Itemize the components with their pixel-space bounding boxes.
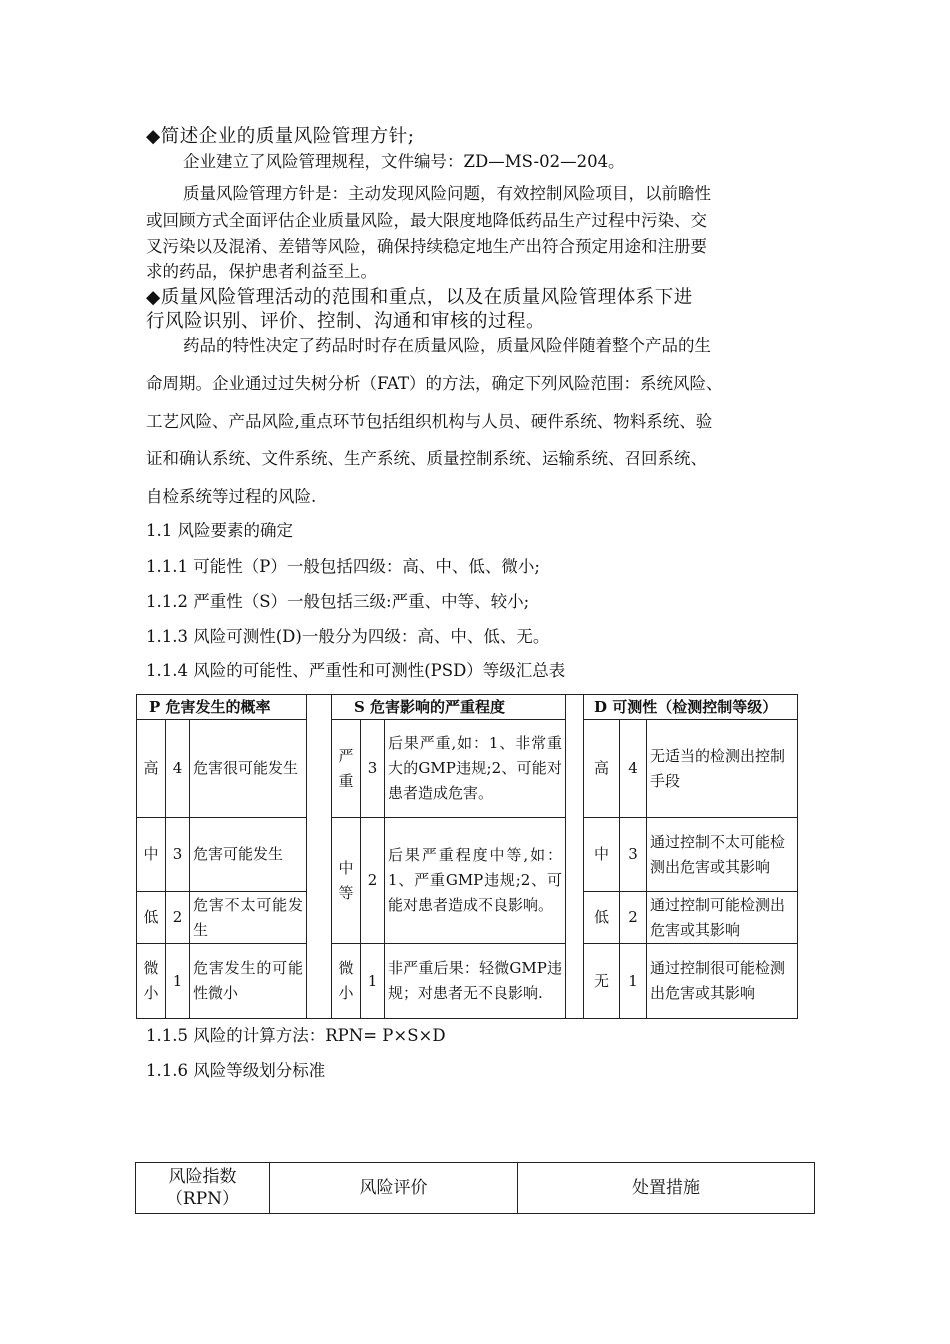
p-score: 1 — [166, 944, 190, 1019]
d-level: 低 — [584, 892, 620, 944]
s-header: S 危害影响的严重程度 — [332, 695, 566, 720]
paragraph-regulation: 企业建立了风险管理规程，文件编号：ZD—MS-02—204。 — [183, 152, 625, 171]
paragraph-policy-line: 求的药品，保护患者利益至上。 — [146, 262, 377, 281]
section-1-1-4: 1.1.4 风险的可能性、严重性和可测性(PSD）等级汇总表 — [146, 661, 566, 680]
p-level: 低 — [137, 892, 166, 944]
s-level: 严重 — [332, 720, 361, 818]
p-header: P 危害发生的概率 — [137, 695, 307, 720]
rpn-grade-table — [135, 1162, 815, 1214]
paragraph-scope-line: 药品的特性决定了药品时时存在质量风险，质量风险伴随着整个产品的生 — [183, 336, 711, 355]
column-gap — [307, 695, 332, 1019]
paragraph-policy-line: 叉污染以及混淆、差错等风险，确保持续稳定地生产出符合预定用途和注册要 — [146, 237, 707, 256]
heading-scope-line: ◆质量风险管理活动的范围和重点，以及在质量风险管理体系下进 — [146, 287, 693, 308]
heading-policy: ◆简述企业的质量风险管理方针; — [146, 126, 415, 147]
paragraph-scope-line: 命周期。企业通过过失树分析（FAT）的方法，确定下列风险范围：系统风险、 — [146, 374, 723, 393]
heading-scope-line: 行风险识别、评价、控制、沟通和审核的过程。 — [146, 311, 546, 332]
s-desc: 非严重后果：轻微GMP违规；对患者无不良影响. — [385, 944, 566, 1019]
d-level: 中 — [584, 818, 620, 892]
s-level: 中等 — [332, 818, 361, 944]
paragraph-scope-line: 工艺风险、产品风险,重点环节包括组织机构与人员、硬件系统、物料系统、验 — [146, 412, 713, 431]
psd-summary-table — [136, 694, 798, 1019]
evaluation-header: 风险评价 — [270, 1163, 518, 1214]
paragraph-policy-line: 质量风险管理方针是：主动发现风险问题，有效控制风险项目，以前瞻性 — [183, 184, 711, 203]
d-header: D 可测性（检测控制等级） — [584, 695, 798, 720]
d-score: 2 — [620, 892, 647, 944]
p-level: 微小 — [137, 944, 166, 1019]
p-score: 4 — [166, 720, 190, 818]
d-score: 3 — [620, 818, 647, 892]
section-1-1: 1.1 风险要素的确定 — [146, 521, 293, 540]
d-level: 高 — [584, 720, 620, 818]
section-1-1-3: 1.1.3 风险可测性(D)一般分为四级：高、中、低、无。 — [146, 627, 550, 646]
section-1-1-2: 1.1.2 严重性（S）一般包括三级:严重、中等、较小; — [146, 592, 530, 611]
d-score: 1 — [620, 944, 647, 1019]
p-level: 高 — [137, 720, 166, 818]
s-desc: 后果严重程度中等,如：1、严重GMP违规;2、可能对患者造成不良影响。 — [385, 818, 566, 944]
rpn-header: 风险指数（RPN） — [136, 1163, 270, 1214]
paragraph-scope-line: 证和确认系统、文件系统、生产系统、质量控制系统、运输系统、召回系统、 — [146, 449, 707, 468]
column-gap — [566, 695, 584, 1019]
s-level: 微小 — [332, 944, 361, 1019]
s-score: 1 — [361, 944, 385, 1019]
paragraph-policy-line: 或回顾方式全面评估企业质量风险，最大限度地降低药品生产过程中污染、交 — [146, 211, 707, 230]
section-1-1-6: 1.1.6 风险等级划分标准 — [146, 1061, 326, 1080]
p-score: 2 — [166, 892, 190, 944]
paragraph-scope-line: 自检系统等过程的风险. — [146, 487, 317, 506]
d-desc: 通过控制不太可能检测出危害或其影响 — [647, 818, 798, 892]
section-1-1-5: 1.1.5 风险的计算方法：RPN= P×S×D — [146, 1026, 446, 1045]
d-desc: 通过控制很可能检测出危害或其影响 — [647, 944, 798, 1019]
p-desc: 危害不太可能发生 — [190, 892, 307, 944]
d-desc: 无适当的检测出控制手段 — [647, 720, 798, 818]
s-score: 3 — [361, 720, 385, 818]
p-level: 中 — [137, 818, 166, 892]
p-desc: 危害很可能发生 — [190, 720, 307, 818]
p-desc: 危害发生的可能性微小 — [190, 944, 307, 1019]
section-1-1-1: 1.1.1 可能性（P）一般包括四级：高、中、低、微小; — [146, 557, 540, 576]
p-score: 3 — [166, 818, 190, 892]
d-score: 4 — [620, 720, 647, 818]
d-desc: 通过控制可能检测出危害或其影响 — [647, 892, 798, 944]
p-desc: 危害可能发生 — [190, 818, 307, 892]
s-desc: 后果严重,如：1、非常重大的GMP违规;2、可能对患者造成危害。 — [385, 720, 566, 818]
d-level: 无 — [584, 944, 620, 1019]
s-score: 2 — [361, 818, 385, 944]
measures-header: 处置措施 — [518, 1163, 815, 1214]
